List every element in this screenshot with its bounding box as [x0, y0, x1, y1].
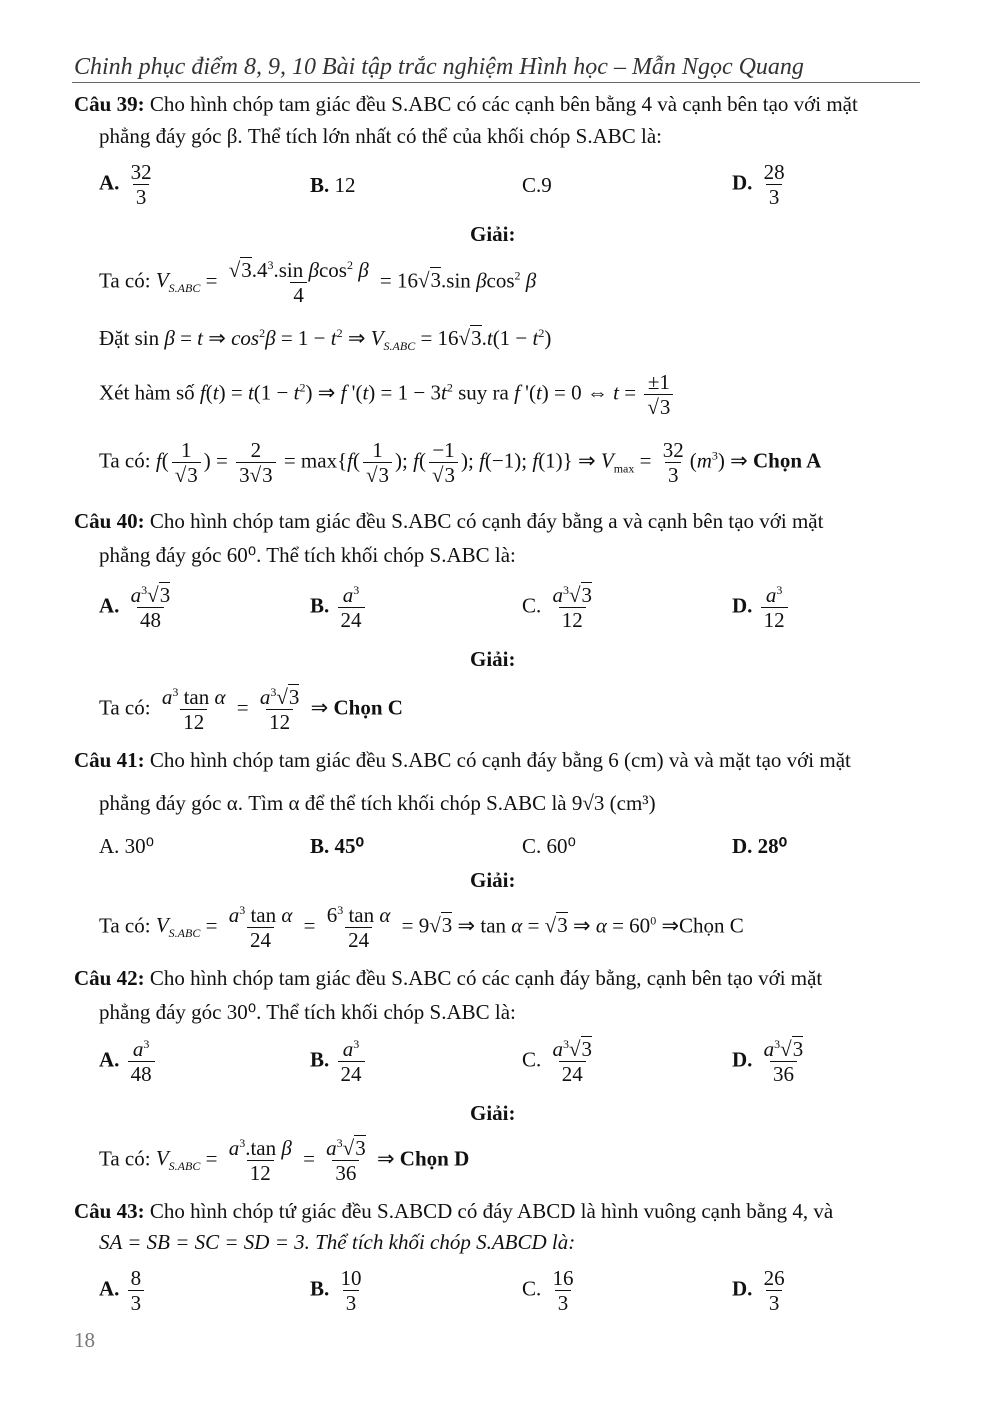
q41-solution-heading: Giải:	[470, 868, 516, 892]
q40-option-a: A. $\frac{a^3√3}{48}$	[99, 583, 171, 633]
q41-option-d: D. 28⁰	[732, 834, 788, 858]
q41-option-a: A. 30⁰	[99, 834, 155, 858]
q42-option-c: C. $\frac{a^3√3}{24}$	[522, 1037, 593, 1087]
q40-option-d: D. $\frac{a^3}{12}$	[732, 583, 791, 632]
q41-option-b: B. 45⁰	[310, 834, 364, 858]
q41-text2: phẳng đáy góc α. Tìm α để thể tích khối chóp S.ABC là 9√3 (cm³)	[99, 791, 656, 815]
q42-solution-heading: Giải:	[470, 1101, 516, 1125]
q39-option-a: A. $\frac{32}{3}$	[99, 160, 152, 210]
q39-label: Câu 39:	[74, 92, 145, 116]
q42-option-d: D. $\frac{a^3√3}{36}$	[732, 1037, 804, 1087]
q39-step4: Ta có: f( $\frac{1}{√3}$ ) = $\frac{2}{3√3}$ = max{f( $\frac{1}{√3}$ ); f( $\frac{-1}{√3}$ ); f(−1); f(1)} ⇒ $V_{max}$ = $\frac{32}{3}$ $(m^3)$ ⇒ Chọn A	[99, 438, 822, 488]
q39-solution-heading: Giải:	[470, 222, 516, 246]
q41-line1: Câu 41: Cho hình chóp tam giác đều S.ABC có cạnh đáy bằng 6 (cm) và và mặt tạo với mặt	[74, 748, 851, 772]
q40-line1: Câu 40: Cho hình chóp tam giác đều S.ABC có cạnh đáy bằng a và cạnh bên tạo với mặt	[74, 509, 824, 533]
q43-option-a: A. $\frac{8}{3}$	[99, 1266, 147, 1315]
q43-option-d: D. $\frac{26}{3}$	[732, 1266, 785, 1316]
q41-option-c: C. 60⁰	[522, 834, 576, 858]
q39-option-d: D. $\frac{28}{3}$	[732, 160, 785, 210]
q43-text2: SA = SB = SC = SD = 3. Thể tích khối chóp S.ABCD là:	[99, 1230, 576, 1254]
q39-text1: Cho hình chóp tam giác đều S.ABC có các cạnh bên bằng 4 và cạnh bên tạo với mặt	[149, 92, 858, 116]
q40-option-b: B. $\frac{a^3}{24}$	[310, 583, 368, 632]
q39-line1	[74, 92, 858, 117]
q39-step1: Ta có: $V_{S.ABC}$ = $\frac{√3.4^3.\sin \beta\cos^2 \beta}{4}$ = 16√3.sin βcos$^2$ β	[99, 258, 537, 308]
q39-option-b: B. 12	[310, 173, 356, 197]
q40-solution-heading: Giải:	[470, 647, 516, 671]
q43-option-b: B. $\frac{10}{3}$	[310, 1266, 362, 1316]
q40-step1: Ta có: $\frac{a^3 \tan \alpha}{12}$ = $\frac{a^3√3}{12}$ ⇒ Chọn C	[99, 685, 403, 735]
q39-option-c: C.9	[522, 173, 552, 197]
q42-text2: phẳng đáy góc 30⁰. Thể tích khối chóp S.ABC là:	[99, 1000, 516, 1024]
q39-step3: Xét hàm số $f(t) = t(1 - t^2)$ ⇒ f '$(t) = 1 - 3t^2$ suy ra f '(t) = 0 ⇔ t = $\frac{\pm 1}{√3}$	[99, 370, 676, 419]
q40-option-c: C. $\frac{a^3√3}{12}$	[522, 583, 593, 633]
q39-text2: phẳng đáy góc β. Thể tích lớn nhất có thể của khối chóp S.ABC là:	[99, 124, 663, 148]
q42-step1: Ta có: $V_{S.ABC}$ = $\frac{a^3.\tan \beta}{12}$ = $\frac{a^3√3}{36}$ ⇒ Chọn D	[99, 1136, 470, 1186]
page-number: 18	[74, 1328, 95, 1352]
q42-line1: Câu 42: Cho hình chóp tam giác đều S.ABC có các cạnh đáy bằng, cạnh bên tạo với mặt	[74, 966, 823, 990]
q42-option-a: A. $\frac{a^3}{48}$	[99, 1037, 158, 1086]
header-divider	[72, 82, 920, 83]
q39-step2: Đặt sin β = t ⇒ $\cos^2\beta = 1 - t^2$ ⇒ $V_{S.ABC} = 16√3.t(1 - t^2)$	[99, 326, 552, 354]
q42-option-b: B. $\frac{a^3}{24}$	[310, 1037, 368, 1086]
page-header: Chinh phục điểm 8, 9, 10 Bài tập trắc nghiệm Hình học – Mẫn Ngọc Quang	[74, 54, 804, 80]
q43-line1: Câu 43: Cho hình chóp tứ giác đều S.ABCD có đáy ABCD là hình vuông cạnh bằng 4, và	[74, 1199, 834, 1223]
q43-option-c: C. $\frac{16}{3}$	[522, 1266, 574, 1316]
q40-text2: phẳng đáy góc 60⁰. Thể tích khối chóp S.ABC là:	[99, 543, 516, 567]
q41-step1: Ta có: $V_{S.ABC}$ = $\frac{a^3 \tan \alpha}{24}$ = $\frac{6^3 \tan \alpha}{24}$ = 9√3 ⇒ tan α = √3 ⇒ $\alpha = 60^0$ ⇒Chọn C	[99, 903, 744, 953]
